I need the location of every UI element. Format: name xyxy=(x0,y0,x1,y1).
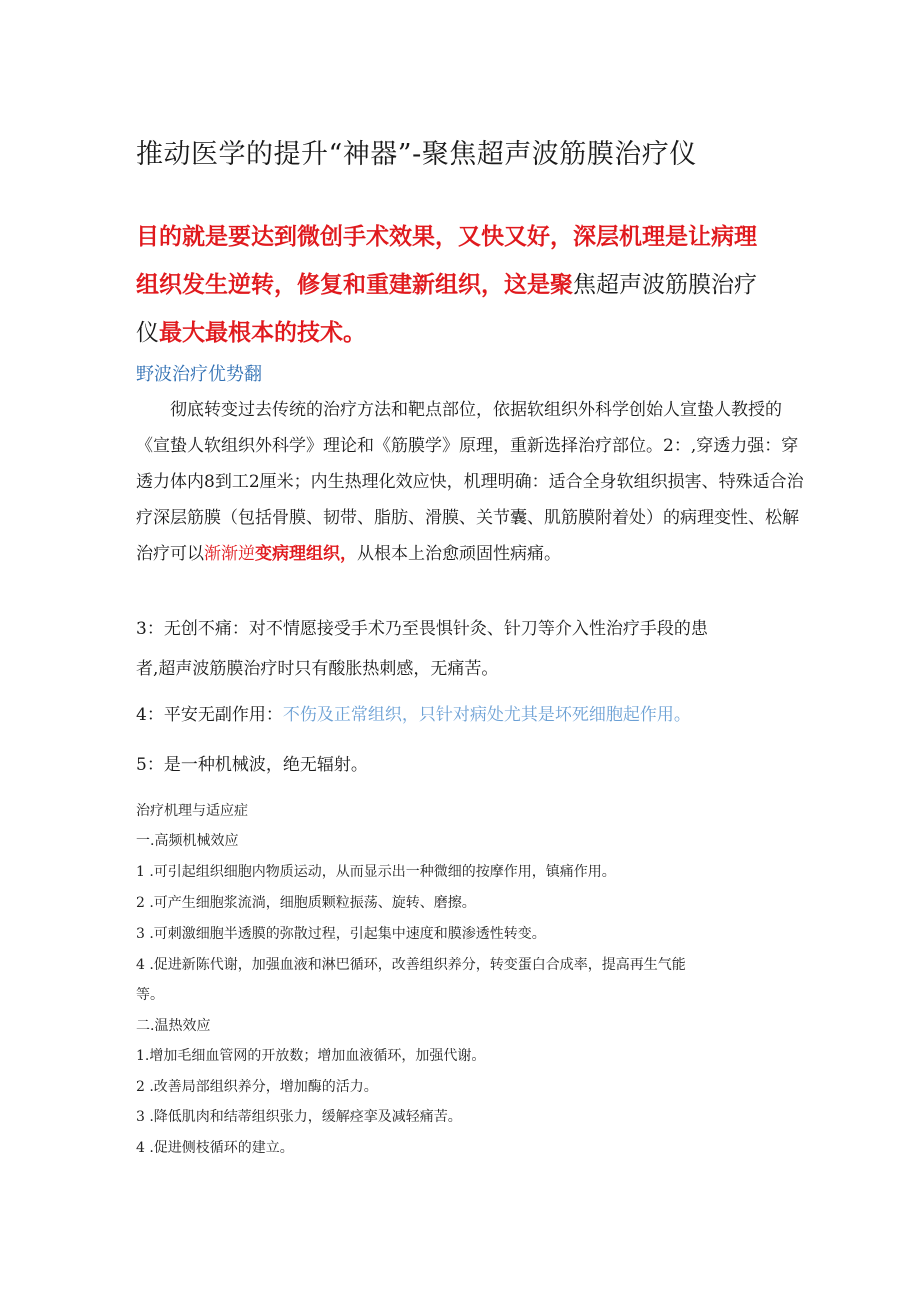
section-2-item-3: 3 .降低肌肉和结蒂组织张力，缓解痉挛及减轻痛苦。 xyxy=(136,1109,462,1125)
section-2-item-2: 2 .改善局部组织养分，增加酶的活力。 xyxy=(136,1079,378,1095)
lead-line-2 xyxy=(136,266,796,299)
item-4 xyxy=(136,700,691,725)
lead-line-3-red: 最大最根本的技术。 xyxy=(159,320,366,346)
section-2-heading: 二.温热效应 xyxy=(136,1018,211,1034)
lead-line-2-red: 组织发生逆转，修复和重建新组织，这是聚 xyxy=(136,272,573,298)
lead-line-2-black: 焦超声波筋膜治疗 xyxy=(573,272,757,298)
advantage-paragraph xyxy=(136,392,806,572)
section-subhead: 野波治疗优势翻 xyxy=(136,364,262,385)
section-1-item-4: 4 .促进新陈代谢，加强血液和淋巴循环，改善组织养分，转变蛋白合成率，提高再生气能 xyxy=(136,957,686,973)
lead-line-1: 目的就是要达到微创手术效果，又快又好，深层机理是让病理 xyxy=(136,224,757,250)
paragraph-text: 彻底转变过去传统的治疗方法和靶点部位，依据软组织外科学创始人宣蛰人教授的《宣蛰人软组织外科学》理论和《筋膜学》原理，重新选择治疗部位。2：,穿透力强：穿透力体内8到工2厘米；内生热理化效应快，机理明确：适合全身软组织损害、特殊适合治疗深层筋膜（包括骨膜、韧带、脂肪、滑膜、关节囊、肌筋膜附着处）的病理变性、松解治疗可以 xyxy=(136,400,804,564)
section-2-item-4: 4 .促进侧枝循环的建立。 xyxy=(136,1140,294,1156)
accent-light-text: 渐渐逆 xyxy=(204,544,255,564)
accent-bold-text: 变病理组织， xyxy=(255,544,357,564)
item-5: 5：是一种机械波，绝无辐射。 xyxy=(136,755,368,775)
item-3-line-2: 者,超声波筋膜治疗时只有酸胀热刺感，无痛苦。 xyxy=(136,659,499,679)
paragraph-tail: 从根本上治愈顽固性病痛。 xyxy=(357,544,561,564)
section-1-heading: 一.高频机械效应 xyxy=(136,833,239,849)
section-2-item-1: 1.增加毛细血管网的开放数；增加血液循环，加强代谢。 xyxy=(136,1048,486,1064)
section-1-item-4-cont: 等。 xyxy=(136,987,164,1003)
mechanism-heading: 治疗机理与适应症 xyxy=(136,803,248,819)
lead-line-3-black: 仪 xyxy=(136,320,159,346)
section-1-item-3: 3 .可刺激细胞半透膜的弥散过程，引起集中速度和膜渗透性转变。 xyxy=(136,926,546,942)
item-3-line-1: 3：无创不痛：对不情愿接受手术乃至畏惧针灸、针刀等介入性治疗手段的患 xyxy=(136,619,708,639)
lead-line-3 xyxy=(136,314,796,347)
item-4-blue-text: 不伤及正常组织，只针对病处尤其是坏死细胞起作用。 xyxy=(282,705,691,725)
page-title: 推动医学的提升“神器”-聚焦超声波筋膜治疗仪 xyxy=(136,139,697,170)
item-4-label: 4：平安无副作用： xyxy=(136,705,283,725)
section-1-item-2: 2 .可产生细胞浆流淌，细胞质颗粒振荡、旋转、磨擦。 xyxy=(136,895,476,911)
section-1-item-1: 1 .可引起组织细胞内物质运动，从而显示出一种微细的按摩作用，镇痛作用。 xyxy=(136,864,616,880)
